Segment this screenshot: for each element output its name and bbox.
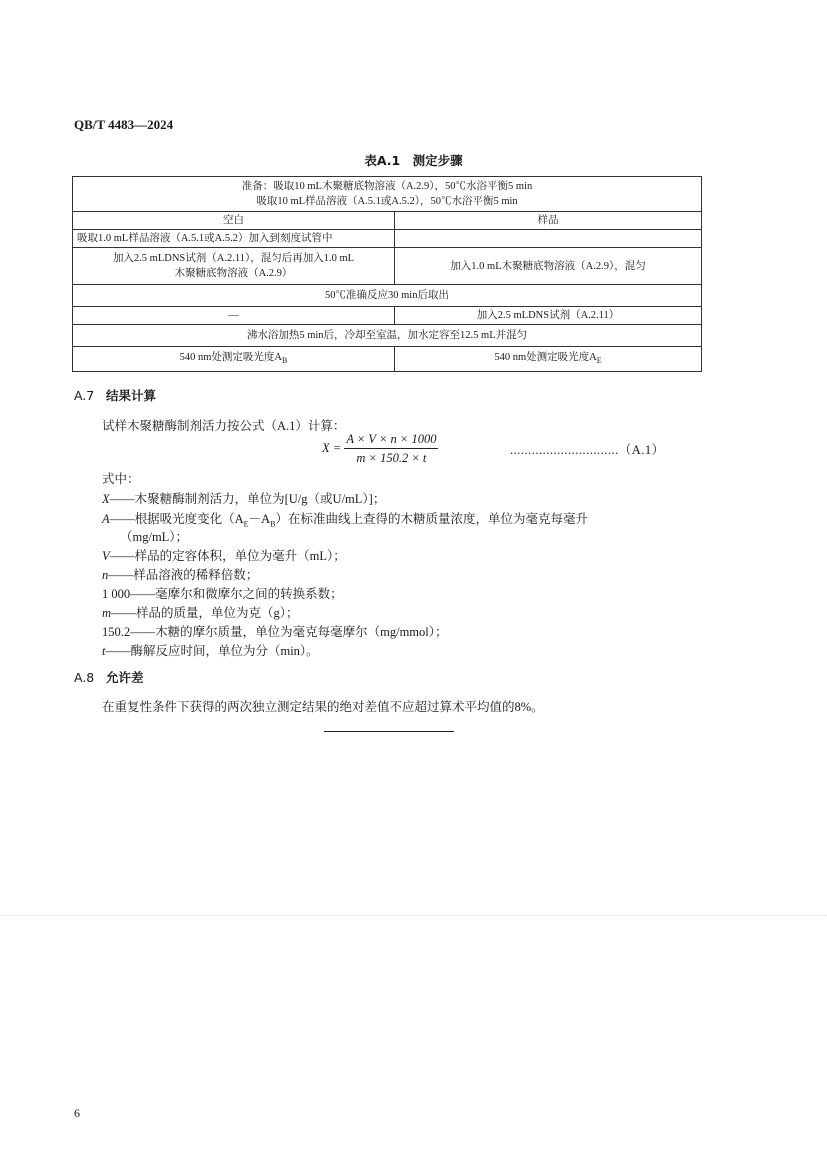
blank-step-2	[73, 248, 395, 285]
formula-fraction	[344, 430, 438, 467]
sample-measure: 540 nm处测定吸光度$A_E$	[395, 347, 702, 372]
where-label: 式中：	[102, 472, 140, 486]
prep-cell	[73, 177, 702, 212]
formula-numerator: A × V × n × 1000	[344, 430, 438, 449]
prep-line-1: 准备：吸取10 mL木聚糖底物溶液（A.2.9），50℃水浴平衡5 min	[241, 181, 533, 192]
def-a: A——根据吸光度变化$(A_E-A_B)$在标准曲线上查得的木糖质量浓度，单位为毫克每毫升	[102, 512, 588, 529]
def-t: t——酶解反应时间，单位为分（min）。	[102, 644, 319, 658]
formula-dots: ..............................	[510, 443, 619, 457]
section-a8-heading	[74, 668, 144, 686]
section-a7-heading	[74, 386, 156, 404]
table-row	[73, 230, 702, 248]
def-a-cont: （mg/mL）；	[120, 530, 189, 544]
scan-artifact-line	[0, 915, 827, 916]
table-row	[73, 307, 702, 325]
def-150-2: 150.2——木糖的摩尔质量，单位为毫克每毫摩尔（mg/mmol）；	[102, 625, 448, 639]
table-row	[73, 347, 702, 372]
blank-step-1: 吸取1.0 mL样品溶液（A.5.1或A.5.2）加入到刻度试管中	[73, 230, 395, 248]
blank-step-2-line-1: 加入2.5 mLDNS试剂（A.2.11），混匀后再加入1.0 mL	[112, 253, 355, 264]
react-step: 50℃准确反应30 min后取出	[73, 285, 702, 307]
procedure-table	[72, 176, 702, 372]
def-m: m——样品的质量，单位为克（g）；	[102, 606, 299, 620]
sample-step-2: 加入1.0 mL木聚糖底物溶液（A.2.9），混匀	[395, 248, 702, 285]
def-1000: 1 000——毫摩尔和微摩尔之间的转换系数；	[102, 587, 343, 601]
section-number: A.7	[74, 388, 95, 403]
tolerance-text: 在重复性条件下获得的两次独立测定结果的绝对差值不应超过算术平均值的8%。	[102, 700, 544, 714]
blank-measure: 540 nm处测定吸光度$A_B$	[73, 347, 395, 372]
table-row	[73, 212, 702, 230]
end-rule	[324, 731, 454, 732]
blank-dash: —	[73, 307, 395, 325]
col-blank-header: 空白	[73, 212, 395, 230]
section-number: A.8	[74, 670, 95, 685]
sample-dns-step: 加入2.5 mLDNS试剂（A.2.11）	[395, 307, 702, 325]
table-row	[73, 325, 702, 347]
table-row	[73, 285, 702, 307]
def-v: V——样品的定容体积，单位为毫升（mL）；	[102, 549, 346, 563]
section-title: 允许差	[106, 670, 144, 685]
table-row	[73, 248, 702, 285]
table-row	[73, 177, 702, 212]
table-title: 表A.1 测定步骤	[364, 153, 463, 168]
page-number: 6	[74, 1106, 80, 1120]
blank-step-2-line-2: 木聚糖底物溶液（A.2.9）	[174, 268, 293, 279]
section-title: 结果计算	[106, 388, 157, 403]
standard-code: QB/T 4483—2024	[74, 117, 174, 132]
def-x: X——木聚糖酶制剂活力，单位为[U/g（或U/mL）]；	[102, 492, 386, 506]
formula-label	[510, 440, 665, 458]
formula-a1	[322, 430, 438, 467]
boil-step: 沸水浴加热5 min后，冷却至室温，加水定容至12.5 mL并混匀	[73, 325, 702, 347]
sample-step-1-empty	[395, 230, 702, 248]
calc-intro: 试样木聚糖酶制剂活力按公式（A.1）计算：	[102, 419, 346, 433]
formula-lhs: X =	[322, 441, 342, 455]
col-sample-header: 样品	[395, 212, 702, 230]
def-n: n——样品溶液的稀释倍数；	[102, 568, 259, 582]
prep-line-2: 吸取10 mL样品溶液（A.5.1或A.5.2），50℃水浴平衡5 min	[256, 196, 518, 207]
formula-denominator: m × 150.2 × t	[356, 451, 427, 465]
formula-number: （A.1）	[618, 443, 665, 457]
